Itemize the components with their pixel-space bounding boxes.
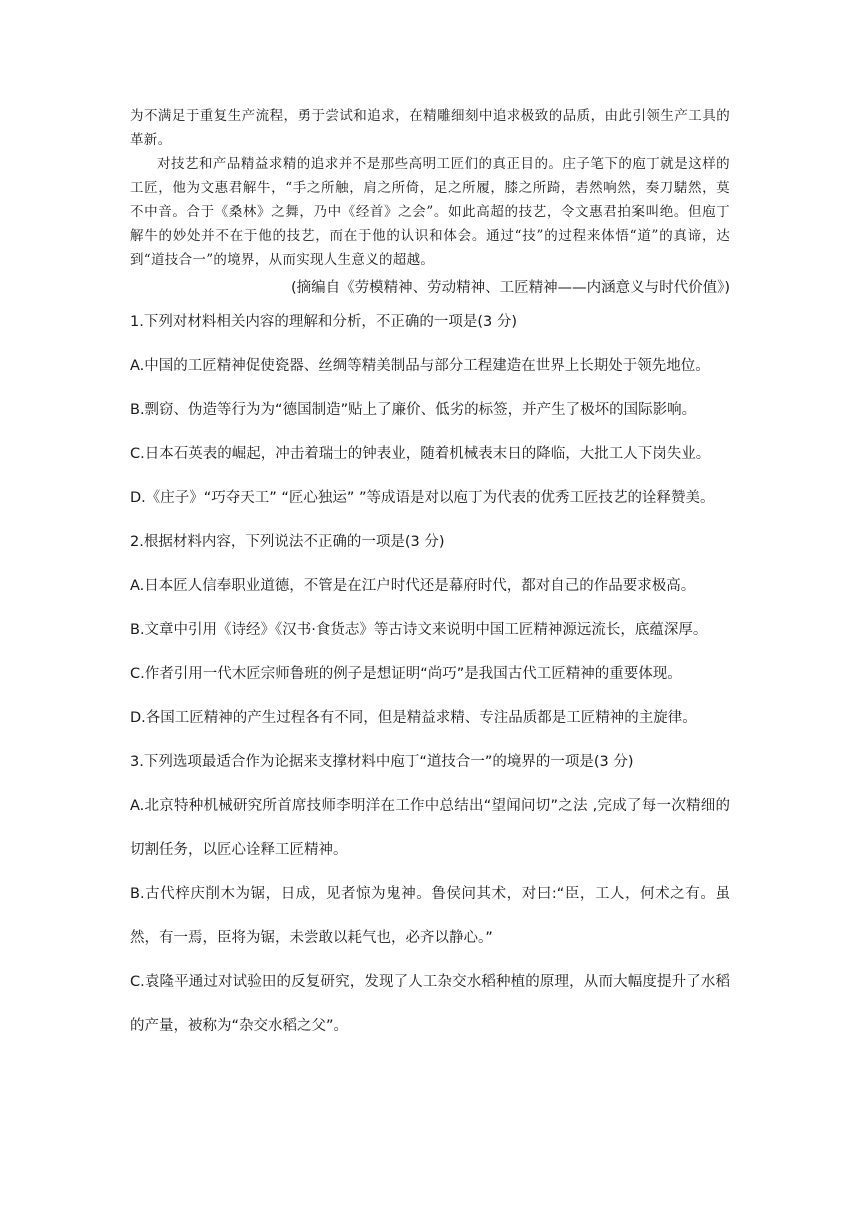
option-c: C.日本石英表的崛起，冲击着瑞士的钟表业，随着机械表末日的降临，大批工人下岗失业。 (130, 446, 711, 462)
reading-passage (130, 104, 730, 272)
option-b: B.剽窃、伪造等行为为“德国制造”贴上了廉价、低劣的标签，并产生了极坏的国际影响。 (130, 402, 697, 418)
question-stem: 1.下列对材料相关内容的理解和分析，不正确的一项是(3 分) (130, 314, 517, 330)
document-page (130, 104, 730, 1048)
option-d: D.各国工匠精神的产生过程各有不同，但是精益求精、专注品质都是工匠精神的主旋律。 (130, 710, 697, 726)
question-stem: 3.下列选项最适合作为论据来支撑材料中庖丁“道技合一”的境界的一项是(3 分) (130, 754, 634, 770)
question-3 (130, 750, 730, 1048)
option-d: D.《庄子》“巧夺天工” “匠心独运” ”等成语是对以庖丁为代表的优秀工匠技艺的诠释赞美。 (130, 490, 715, 506)
option-a: A.中国的工匠精神促使瓷器、丝绸等精美制品与部分工程建造在世界上长期处于领先地位。 (130, 358, 710, 374)
option-c: C.袁隆平通过对试验田的反复研究，发现了人工杂交水稻种植的原理，从而大幅度提升了水稻的产量，被称为“杂交水稻之父”。 (130, 974, 730, 1034)
option-c: C.作者引用一代木匠宗师鲁班的例子是想证明“尚巧”是我国古代工匠精神的重要体现。 (130, 666, 682, 682)
passage-paragraph-1: 为不满足于重复生产流程，勇于尝试和追求，在精雕细刻中追求极致的品质，由此引领生产工具的革新。 (130, 108, 730, 148)
option-b: B.文章中引用《诗经》《汉书·食货志》等古诗文来说明中国工匠精神源远流长，底蕴深厚。 (130, 622, 708, 638)
option-b: B.古代梓庆削木为锯，日成，见者惊为鬼神。鲁侯问其术，对曰:“臣，工人，何术之有。虽然，有一焉，臣将为锯，未尝敢以耗气也，必齐以静心。” (130, 886, 730, 946)
source-citation: (摘编自《劳模精神、劳动精神、工匠精神——内涵意义与时代价值》) (290, 280, 730, 296)
question-stem: 2.根据材料内容，下列说法不正确的一项是(3 分) (130, 534, 445, 550)
question-1 (130, 310, 730, 520)
question-2 (130, 530, 730, 740)
passage-paragraph-2: 对技艺和产品精益求精的追求并不是那些高明工匠们的真正目的。庄子笔下的庖丁就是这样的工匠，他为文惠君解牛，“手之所触，肩之所倚，足之所履，膝之所踦，砉然响然，奏刀騞然，莫不中音。合于《桑林》之舞，乃中《经首》之会”。如此高超的技艺，令文惠君拍案叫绝。但庖丁解牛的妙处并不在于他的技艺，而在于他的认识和体会。通过“技”的过程来体悟“道”的真谛，达到“道技合一”的境界，从而实现人生意义的超越。 (130, 156, 730, 268)
option-a: A.北京特种机械研究所首席技师李明洋在工作中总结出“望闻问切”之法 ,完成了每一次精细的切割任务，以匠心诠释工匠精神。 (130, 798, 730, 858)
option-a: A.日本匠人信奉职业道德，不管是在江户时代还是幕府时代，都对自己的作品要求极高。 (130, 578, 696, 594)
